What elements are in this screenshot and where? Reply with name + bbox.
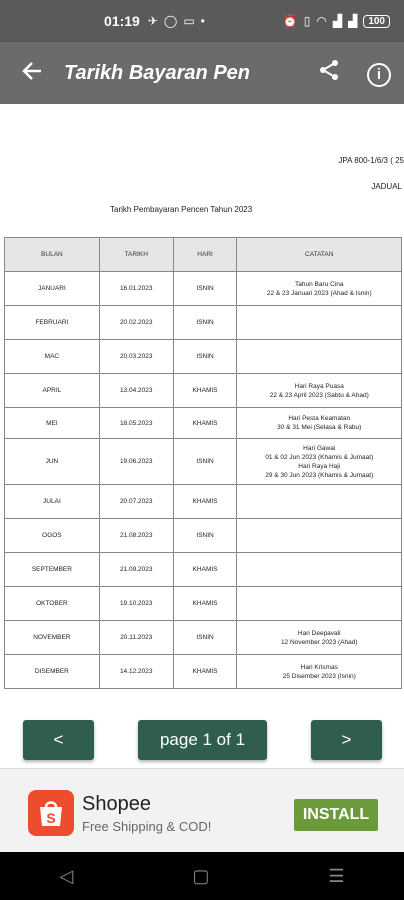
cell-catatan <box>237 374 402 408</box>
status-bar <box>0 0 404 42</box>
cell-catatan <box>237 587 402 621</box>
cell-tarikh: 16.01.2023 <box>99 272 173 306</box>
cell-bulan: JANUARI <box>5 272 100 306</box>
nav-recents-icon[interactable]: ☰ <box>328 865 345 886</box>
table-row <box>5 587 402 621</box>
cell-catatan <box>237 655 402 689</box>
table-row <box>5 340 402 374</box>
catatan-line: 22 & 23 Januari 2023 (Ahad & Isnin) <box>266 289 372 297</box>
cell-bulan: MEI <box>5 408 100 439</box>
table-row <box>5 553 402 587</box>
telegram-icon: ✈ <box>147 14 158 28</box>
catatan-line: 30 & 31 Mei (Selasa & Rabu) <box>277 424 362 431</box>
catatan-line: 25 Disember 2023 (Isnin) <box>282 672 356 680</box>
header-hari: HARI <box>173 238 237 272</box>
svg-text:S: S <box>46 810 56 826</box>
signal-icon-2: ▟ <box>348 14 358 28</box>
cell-catatan <box>237 621 402 655</box>
cell-tarikh: 20.02.2023 <box>99 306 173 340</box>
cell-tarikh: 20.03.2023 <box>99 340 173 374</box>
cell-bulan: DISEMBER <box>5 655 100 689</box>
cell-hari: KHAMIS <box>173 485 237 519</box>
cell-bulan: MAC <box>5 340 100 374</box>
document-label: JADUAL <box>371 182 402 191</box>
signal-icon: ▟ <box>332 14 343 28</box>
system-nav-bar <box>0 852 404 900</box>
catatan-line: 22 & 23 April 2023 (Sabtu & Ahad) <box>269 391 369 399</box>
table-row <box>5 655 402 689</box>
next-page-button[interactable]: > <box>311 720 382 760</box>
message-icon: ▭ <box>183 14 195 28</box>
catatan-line: 01 & 02 Jun 2023 (Khamis & Jumaat) <box>265 453 374 461</box>
cell-catatan <box>237 553 402 587</box>
cell-bulan: NOVEMBER <box>5 621 100 655</box>
table-row <box>5 439 402 485</box>
table-row <box>5 374 402 408</box>
cell-tarikh: 20.11.2023 <box>99 621 173 655</box>
table-header-row <box>5 238 402 272</box>
cell-hari: KHAMIS <box>173 553 237 587</box>
document-reference: JPA 800-1/6/3 ( 25 <box>338 156 404 165</box>
catatan-line: Hari Krismas <box>300 663 338 671</box>
cell-catatan <box>237 306 402 340</box>
cell-tarikh: 13.04.2023 <box>99 374 173 408</box>
header-catatan: CATATAN <box>237 238 402 272</box>
share-icon[interactable] <box>304 58 354 88</box>
cell-hari: ISNIN <box>173 340 237 374</box>
table-row <box>5 485 402 519</box>
cell-bulan: FEBRUARI <box>5 306 100 340</box>
cell-tarikh: 14.12.2023 <box>99 655 173 689</box>
nav-home-icon[interactable]: ▢ <box>192 865 210 886</box>
cell-tarikh: 19.10.2023 <box>99 587 173 621</box>
cell-catatan <box>237 485 402 519</box>
system-icons <box>283 14 390 28</box>
info-icon[interactable]: i <box>354 59 404 87</box>
cell-hari: KHAMIS <box>173 587 237 621</box>
page-title: Tarikh Bayaran Pen <box>64 61 251 84</box>
whatsapp-icon: ◯ <box>163 14 178 28</box>
catatan-line: 29 & 30 Jun 2023 (Khamis & Jumaat) <box>265 471 374 479</box>
catatan-line: Hari Gawai <box>303 444 336 452</box>
catatan-line: Hari Raya Puasa <box>294 382 344 390</box>
cell-hari: ISNIN <box>173 439 237 485</box>
cell-tarikh: 19.06.2023 <box>99 439 173 485</box>
back-arrow-icon[interactable] <box>0 58 64 89</box>
page-indicator-button[interactable]: page 1 of 1 <box>138 720 267 760</box>
pdf-document-view[interactable] <box>0 104 404 704</box>
cell-hari: ISNIN <box>173 621 237 655</box>
status-time: 01:19 <box>104 13 140 29</box>
cell-hari: KHAMIS <box>173 408 237 439</box>
shopee-logo-icon <box>28 790 74 836</box>
catatan-line: Hari Pesta Keamatan <box>288 415 351 422</box>
cell-hari: ISNIN <box>173 272 237 306</box>
cell-catatan <box>237 519 402 553</box>
install-button[interactable]: INSTALL <box>294 799 378 831</box>
pagination-bar <box>0 704 404 768</box>
dot-icon: • <box>200 14 205 28</box>
ad-banner[interactable] <box>0 768 404 852</box>
catatan-line: Hari Raya Haji <box>298 462 341 470</box>
catatan-line: Tahun Baru Cina <box>295 280 344 288</box>
vibrate-icon: ▯ <box>303 14 311 28</box>
notification-icons <box>148 14 205 28</box>
cell-catatan <box>237 340 402 374</box>
cell-tarikh: 18.05.2023 <box>99 408 173 439</box>
table-row <box>5 621 402 655</box>
cell-bulan: OKTOBER <box>5 587 100 621</box>
cell-hari: ISNIN <box>173 306 237 340</box>
prev-page-button[interactable]: < <box>23 720 94 760</box>
catatan-line: 12 November 2023 (Ahad) <box>280 638 358 646</box>
cell-tarikh: 21.09.2023 <box>99 553 173 587</box>
cell-bulan: JULAI <box>5 485 100 519</box>
battery-icon: 100 <box>363 15 390 28</box>
cell-bulan: APRIL <box>5 374 100 408</box>
cell-bulan: SEPTEMBER <box>5 553 100 587</box>
table-row <box>5 519 402 553</box>
cell-catatan <box>237 272 402 306</box>
cell-bulan: OGOS <box>5 519 100 553</box>
wifi-icon: ◠ <box>316 14 327 28</box>
table-row <box>5 306 402 340</box>
header-bulan: BULAN <box>5 238 100 272</box>
nav-back-icon[interactable]: ◁ <box>59 865 74 886</box>
payment-schedule-table <box>4 237 402 689</box>
cell-hari: KHAMIS <box>173 374 237 408</box>
header-tarikh: TARIKH <box>99 238 173 272</box>
cell-catatan <box>237 408 402 439</box>
table-row <box>5 408 402 439</box>
cell-hari: KHAMIS <box>173 655 237 689</box>
cell-catatan <box>237 439 402 485</box>
ad-subtitle: Free Shipping & COD! <box>82 819 212 834</box>
table-row <box>5 272 402 306</box>
cell-tarikh: 21.08.2023 <box>99 519 173 553</box>
app-bar <box>0 42 404 104</box>
cell-tarikh: 20.07.2023 <box>99 485 173 519</box>
cell-bulan: JUN <box>5 439 100 485</box>
cell-hari: ISNIN <box>173 519 237 553</box>
catatan-line: Hari Deepavali <box>297 629 341 637</box>
alarm-icon: ⏰ <box>282 14 298 28</box>
ad-brand-name: Shopee <box>82 793 151 815</box>
document-title: Tarikh Pembayaran Pencen Tahun 2023 <box>110 205 253 214</box>
